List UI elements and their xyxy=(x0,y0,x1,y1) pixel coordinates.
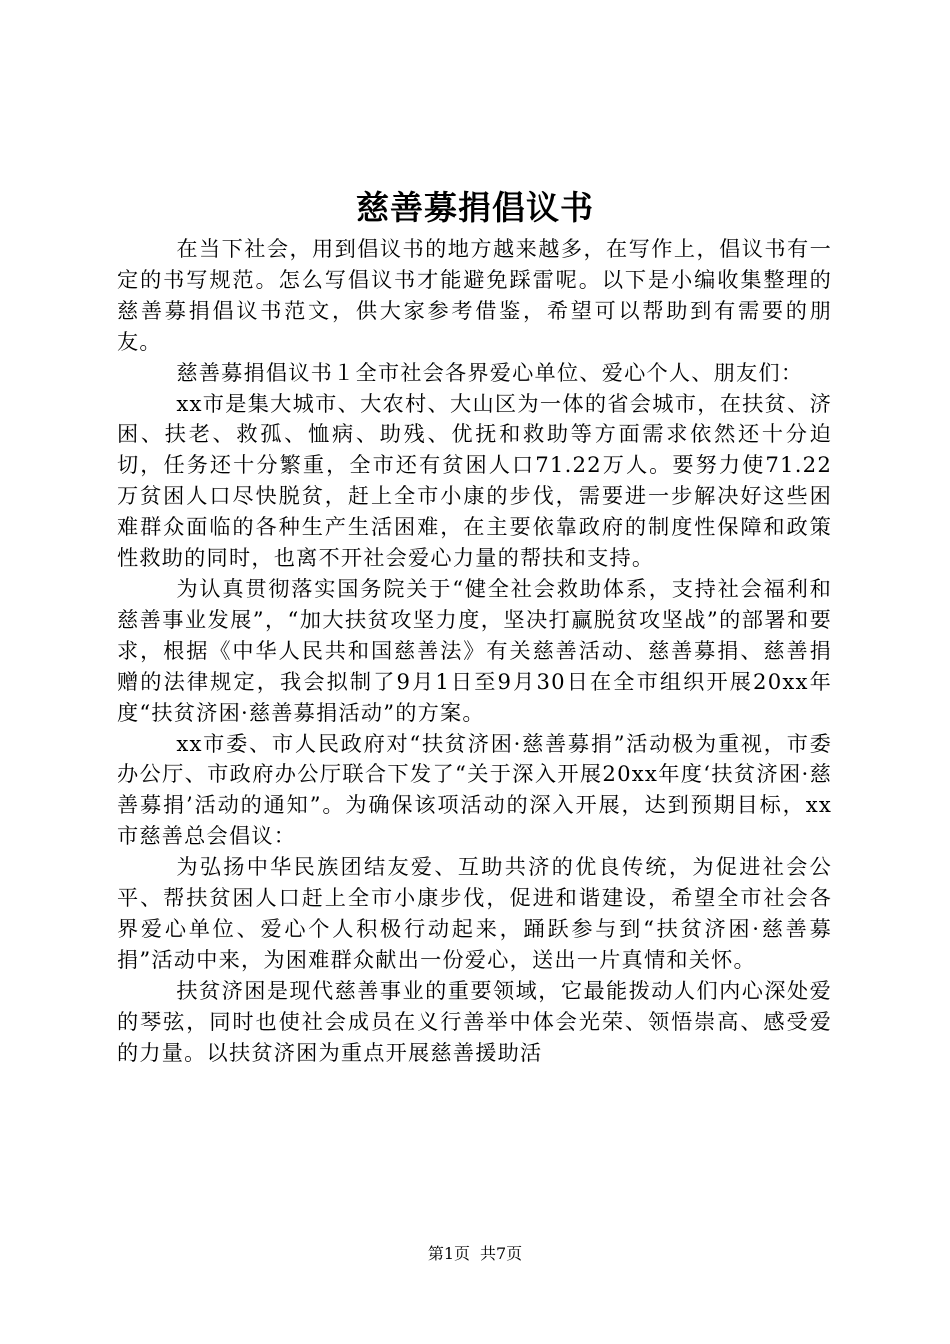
page-number: 第1页 xyxy=(427,1244,470,1263)
paragraph: xx市委、市人民政府对“扶贫济困·慈善募捐”活动极为重视，市委办公厅、市政府办公厅联合下发了“关于深入开展20xx年度‘扶贫济困·慈善募捐’活动的通知”。为确保该项活动的深入开展，达到预期目标，xx市慈善总会倡议： xyxy=(117,730,832,849)
paragraph: 为弘扬中华民族团结友爱、互助共济的优良传统，为促进社会公平、帮扶贫困人口赶上全市小康步伐，促进和谐建设，希望全市社会各界爱心单位、爱心个人积极行动起来，踊跃参与到“扶贫济困·慈善募捐”活动中来，为困难群众献出一份爱心，送出一片真情和关怀。 xyxy=(117,854,832,972)
page-footer xyxy=(0,1243,950,1265)
paragraph: 扶贫济困是现代慈善事业的重要领域，它最能拨动人们内心深处爱的琴弦，同时也使社会成员在义行善举中体会光荣、领悟崇高、感受爱的力量。以扶贫济困为重点开展慈善援助活 xyxy=(117,977,832,1065)
paragraph: 在当下社会，用到倡议书的地方越来越多，在写作上，倡议书有一定的书写规范。怎么写倡议书才能避免踩雷呢。以下是小编收集整理的慈善募捐倡议书范文，供大家参考借鉴，希望可以帮助到有需要的朋友。 xyxy=(117,236,832,354)
paragraph: xx市是集大城市、大农村、大山区为一体的省会城市，在扶贫、济困、扶老、救孤、恤病、助残、优抚和救助等方面需求依然还十分迫切，任务还十分繁重，全市还有贫困人口71.22万人。要努力使71.22万贫困人口尽快脱贫，赶上全市小康的步伐，需要进一步解决好这些困难群众面临的各种生产生活困难，在主要依靠政府的制度性保障和政策性救助的同时，也离不开社会爱心力量的帮扶和支持。 xyxy=(117,390,832,571)
document-title: 慈善募捐倡议书 xyxy=(356,188,594,227)
page-total: 共7页 xyxy=(480,1244,523,1263)
document-body xyxy=(117,234,832,1068)
paragraph: 为认真贯彻落实国务院关于“健全社会救助体系，支持社会福利和慈善事业发展”，“加大扶贫攻坚力度，坚决打赢脱贫攻坚战”的部署和要求，根据《中华人民共和国慈善法》有关慈善活动、慈善募捐、慈善捐赠的法律规定，我会拟制了9月1日至9月30日在全市组织开展20xx年度“扶贫济困·慈善募捐活动”的方案。 xyxy=(117,575,832,725)
paragraph: 慈善募捐倡议书１全市社会各界爱心单位、爱心个人、朋友们： xyxy=(176,359,804,385)
